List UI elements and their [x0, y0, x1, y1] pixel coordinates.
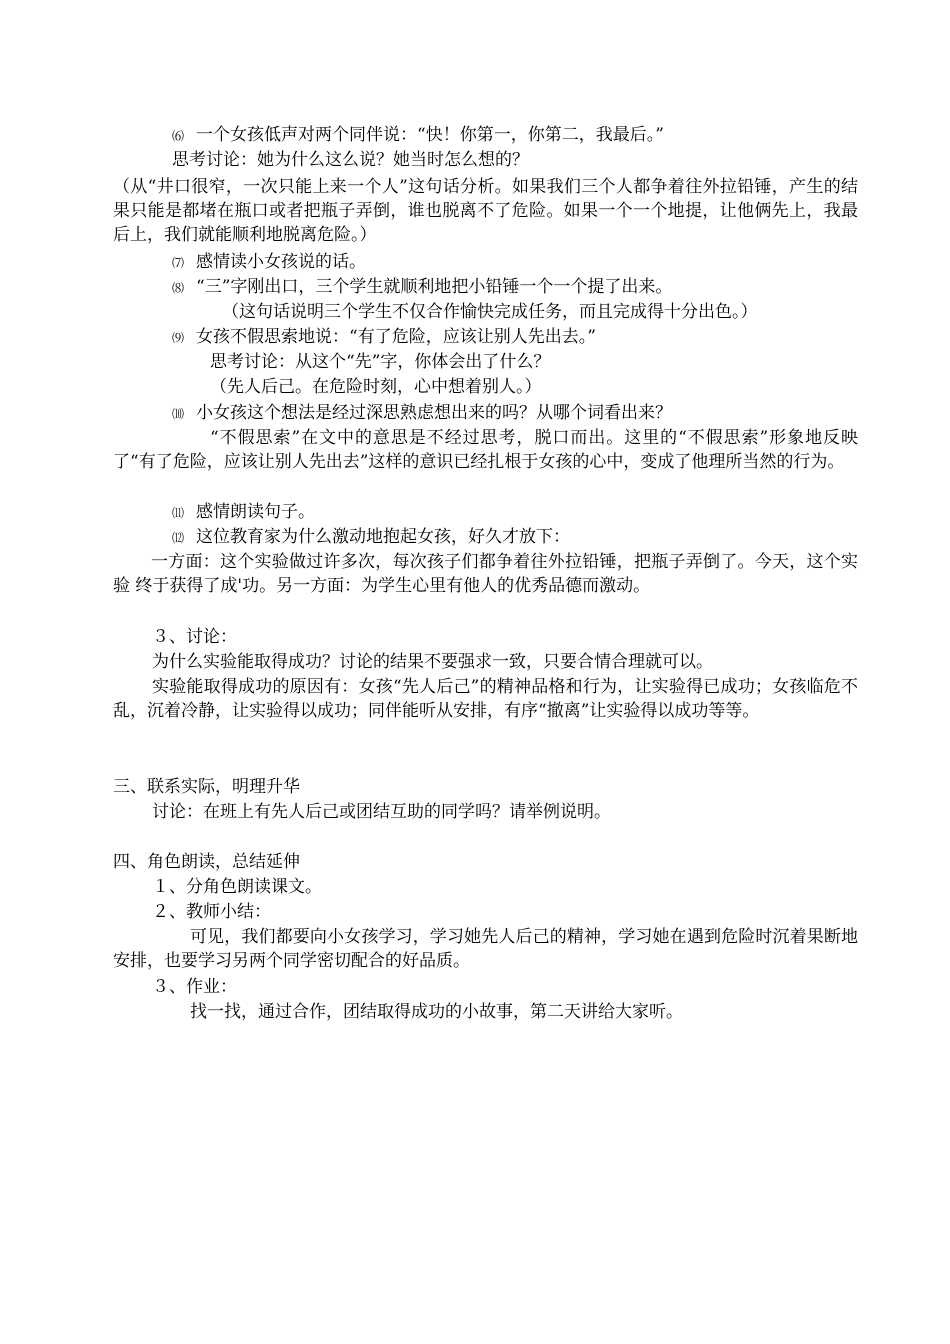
- item-text: 感情读小女孩说的话。: [196, 252, 367, 272]
- item-text: 这位教育家为什么激动地抱起女孩，好久才放下：: [196, 527, 571, 547]
- explanation-paragraph: 一方面：这个实验做过许多次，每次孩子们都争着往外拉铅锤，把瓶子弄倒了。今天，这个实验 终于获得了成'功。另一方面：为学生心里有他人的优秀品德而激动。: [113, 552, 858, 596]
- discussion-question: 为什么实验能取得成功？讨论的结果不要强求一致，只要合情合理就可以。: [152, 652, 713, 672]
- item-7: [172, 250, 366, 274]
- item-number: ⑹: [172, 129, 185, 143]
- item-number: ⑼: [172, 331, 185, 345]
- list-item: ３、作业：: [152, 977, 237, 997]
- item-text: “三”字刚出口，三个学生就顺利地把小铅锤一个一个提了出来。: [196, 277, 673, 297]
- think-discussion: 思考讨论：她为什么这么说？她当时怎么想的？: [172, 150, 529, 170]
- homework-text: 找一找，通过合作，团结取得成功的小故事，第二天讲给大家听。: [190, 1002, 683, 1022]
- section-heading: 四、角色朗读，总结延伸: [113, 852, 300, 872]
- analysis-paragraph: （从“井口很窄，一次只能上来一个人”这句话分析。如果我们三个人都争着往外拉铅锤，产生的结果只能是都堵在瓶口或者把瓶子弄倒，谁也脱离不了危险。如果一个一个地提，让他俩先上，我最后上，我们就能顺利地脱离危险。）: [113, 177, 859, 245]
- section-heading: 三、联系实际，明理升华: [113, 777, 300, 797]
- think-discussion: 思考讨论：从这个“先”字，你体会出了什么？: [210, 352, 551, 372]
- item-12: [172, 525, 570, 549]
- item-text: 一个女孩低声对两个同伴说：“快！你第一，你第二，我最后。”: [196, 125, 664, 145]
- item-number: ⑾: [172, 506, 185, 520]
- note: （这句话说明三个学生不仅合作愉快完成任务，而且完成得十分出色。）: [222, 302, 758, 322]
- summary-paragraph: 可见，我们都要向小女孩学习，学习她先人后己的精神，学习她在遇到危险时沉着果断地安排，也要学习另两个同学密切配合的好品质。: [113, 927, 859, 971]
- note: （先人后己。在危险时刻，心中想着别人。）: [210, 377, 542, 397]
- discussion-reasons: 实验能取得成功的原因有：女孩“先人后己”的精神品格和行为，让实验得已成功；女孩临危不乱，沉着冷静，让实验得以成功；同伴能听从安排，有序“撤离”让实验得以成功等等。: [113, 677, 858, 721]
- item-number: ⑺: [172, 256, 185, 270]
- item-number: ⑿: [172, 531, 185, 545]
- discussion-heading: ３、讨论：: [152, 627, 237, 647]
- item-text: 小女孩这个想法是经过深思熟虑想出来的吗？从哪个词看出来？: [196, 403, 673, 423]
- item-text: 感情朗读句子。: [196, 502, 316, 522]
- item-number: ⑽: [172, 407, 185, 421]
- item-6: [172, 123, 664, 147]
- explanation-paragraph: “不假思索”在文中的意思是不经过思考，脱口而出。这里的“不假思索”形象地反映了“有了危险，应该让别人先出去”这样的意识已经扎根于女孩的心中，变成了他理所当然的行为。: [113, 428, 858, 472]
- item-8: [172, 275, 672, 299]
- item-10: [172, 401, 672, 425]
- section-text: 讨论：在班上有先人后己或团结互助的同学吗？请举例说明。: [152, 802, 611, 822]
- list-item: １、分角色朗读课文。: [152, 877, 322, 897]
- list-item: ２、教师小结：: [152, 902, 271, 922]
- item-11: [172, 500, 315, 524]
- item-9: [172, 325, 596, 349]
- item-number: ⑻: [172, 281, 185, 295]
- item-text: 女孩不假思索地说：“有了危险，应该让别人先出去。”: [196, 327, 596, 347]
